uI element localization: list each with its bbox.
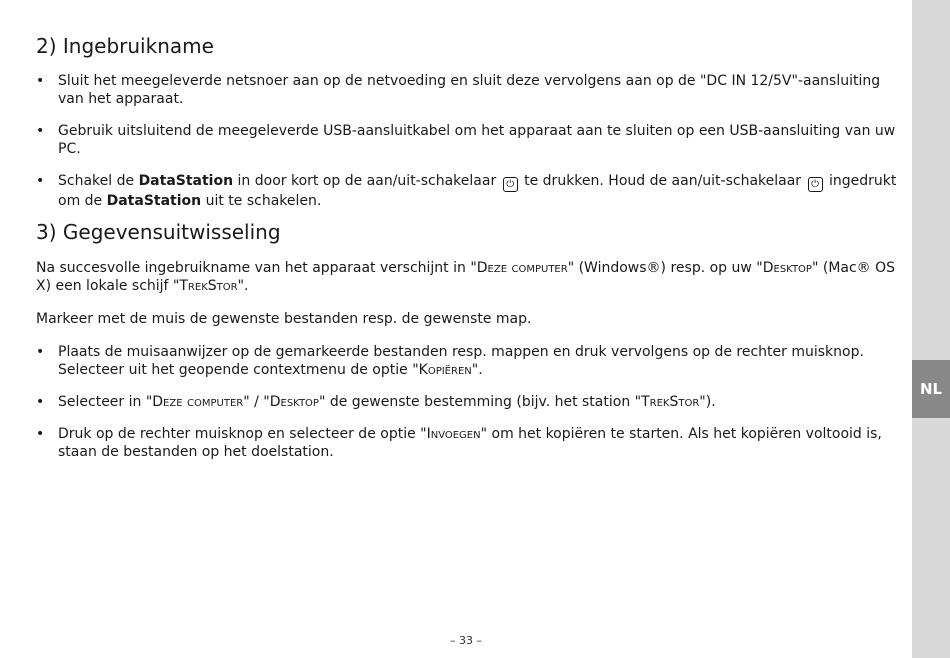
text-span: " om het kopiëren te starten. Als het kopiëren voltooid is, staan de bestanden op het doelstation. <box>58 426 882 460</box>
text-span: " / " <box>243 394 270 410</box>
text-span: Na succesvolle ingebruikname van het apparaat verschijnt in " <box>36 260 477 276</box>
section-2-heading: 2) Ingebruikname <box>36 34 214 58</box>
text-span: Plaats de muisaanwijzer op de gemarkeerde bestanden resp. mappen en druk vervolgens op de rechter muisknop. Selecteer uit het geopende contextmenu de optie " <box>58 344 864 378</box>
text-span: Schakel de <box>58 173 139 189</box>
ui-term: Deze computer <box>476 260 568 276</box>
page-number: – 33 – <box>450 634 482 647</box>
text-span: te drukken. Houd de aan/uit-schakelaar <box>519 173 806 189</box>
ui-term: TrekStor <box>179 278 238 294</box>
ui-term: TrekStor <box>641 394 700 410</box>
language-tab <box>912 360 950 418</box>
text-span: " (Mac® OS X) een lokale schijf " <box>36 260 896 294</box>
list-item <box>36 72 898 108</box>
text-span: ingedrukt om de <box>58 173 897 209</box>
section-2-list <box>36 72 898 210</box>
list-item <box>36 425 898 461</box>
sidebar-margin <box>912 0 950 658</box>
ui-term: Invoegen <box>426 426 481 442</box>
ui-term: Kopiëren <box>418 362 472 378</box>
section-3-paragraph-1 <box>36 259 898 295</box>
text-span: " (Windows®) resp. op uw " <box>567 260 763 276</box>
ui-term: Desktop <box>762 260 812 276</box>
text-span: in door kort op de aan/uit-schakelaar <box>233 173 501 189</box>
text-span: Druk op de rechter muisknop en selecteer de optie " <box>58 426 427 442</box>
list-item <box>36 172 898 210</box>
text-span: Selecteer in " <box>58 394 153 410</box>
list-item-text: Sluit het meegeleverde netsnoer aan op de netvoeding en sluit deze vervolgens aan op de "DC IN 12/5V"-aansluiting van het apparaat. <box>58 73 881 107</box>
section-3-list <box>36 343 898 461</box>
list-item-text: Gebruik uitsluitend de meegeleverde USB-aansluitkabel om het apparaat aan te sluiten op een USB-aansluiting van uw PC. <box>58 123 896 157</box>
product-name: DataStation <box>106 193 202 209</box>
text-span: ". <box>471 362 483 378</box>
text-span: "). <box>699 394 716 410</box>
text-span: " de gewenste bestemming (bijv. het station " <box>318 394 642 410</box>
text-span: uit te schakelen. <box>201 193 322 209</box>
language-tab-label: NL <box>919 380 943 398</box>
section-3-paragraph-2: Markeer met de muis de gewenste bestanden resp. de gewenste map. <box>36 311 532 327</box>
power-icon: ⏻ <box>503 177 518 192</box>
power-icon: ⏻ <box>808 177 823 192</box>
list-item <box>36 393 898 411</box>
list-item <box>36 122 898 158</box>
product-name: DataStation <box>138 173 234 189</box>
list-item <box>36 343 898 379</box>
section-3-heading: 3) Gegevensuitwisseling <box>36 220 281 244</box>
text-span: ". <box>237 278 249 294</box>
ui-term: Deze computer <box>152 394 244 410</box>
ui-term: Desktop <box>269 394 319 410</box>
